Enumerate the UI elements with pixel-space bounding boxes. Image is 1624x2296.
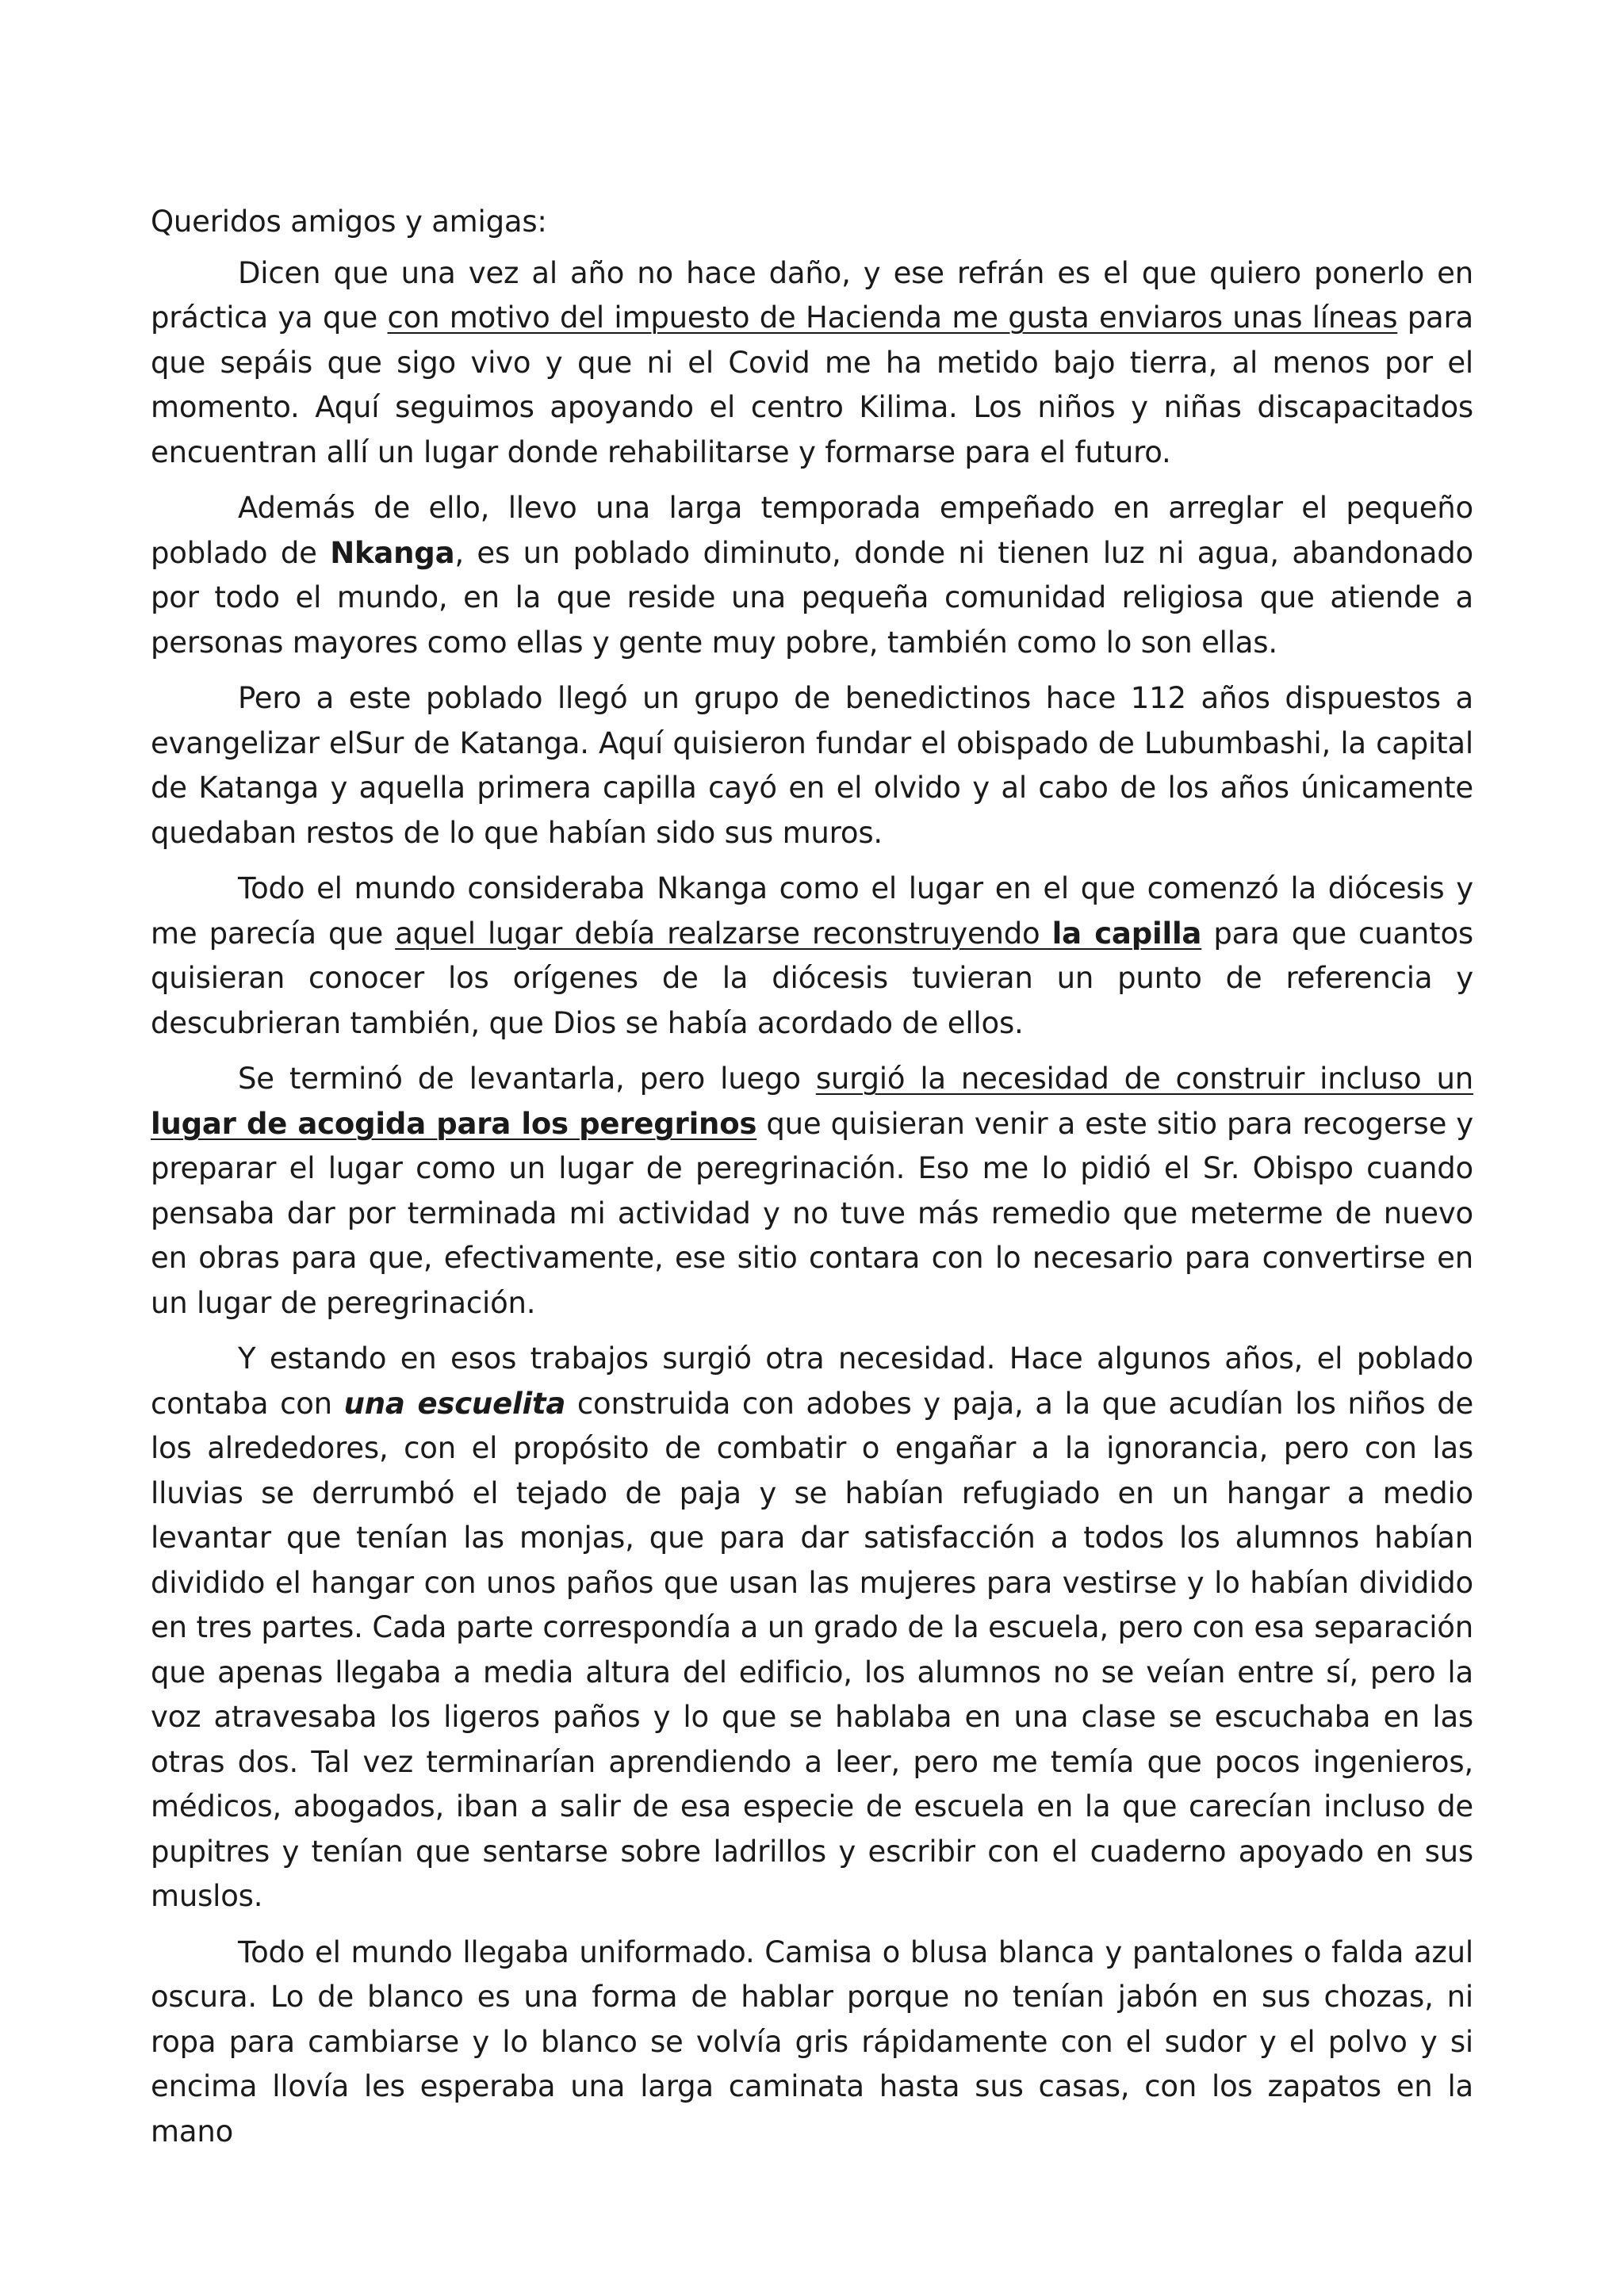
- paragraph-1: [151, 251, 1473, 476]
- underlined-text: con motivo del impuesto de Hacienda me gusta enviaros unas líneas: [387, 300, 1398, 335]
- paragraph-text: Todo el mundo llegaba uniformado. Camisa o blusa blanca y pantalones o falda azul oscura. Lo de blanco es una forma de hablar porque no tenían jabón en sus chozas, ni ropa para cambiarse y lo blanco se volvía gris rápidamente con el sudor y el polvo y si encima llovía les esperaba una larga caminata hasta sus casas, con los zapatos en la mano: [151, 1934, 1473, 2149]
- letter-body: [151, 200, 1473, 2165]
- paragraph-text: Dicen que una vez al año no hace daño, y ese refrán es el que quiero ponerlo en práctica ya que: [151, 255, 1473, 335]
- salutation: Queridos amigos y amigas:: [151, 205, 547, 239]
- paragraph-6: [151, 1337, 1473, 1919]
- paragraph-text: Y estando en esos trabajos surgió otra necesidad. Hace algunos años, el poblado contaba con: [151, 1341, 1473, 1421]
- paragraph-text: , es un poblado diminuto, donde ni tienen luz ni agua, abandonado por todo el mundo, en la que reside una pequeña comunidad religiosa que atiende a personas mayores como ellas y gente muy pobre, también como lo son ellas.: [151, 535, 1473, 660]
- paragraph-text: Todo el mundo consideraba Nkanga como el lugar en el que comenzó la diócesis y me parecía que: [151, 871, 1473, 951]
- paragraph-text: para que cuantos quisieran conocer los orígenes de la diócesis tuvieran un punto de referencia y descubrieran también, que Dios se había acordado de ellos.: [151, 916, 1473, 1040]
- paragraph-text: para que sepáis que sigo vivo y que ni el Covid me ha metido bajo tierra, al menos por el momento. Aquí seguimos apoyando el centro Kilima. Los niños y niñas discapacitados encuentran allí un lugar donde rehabilitarse y formarse para el futuro.: [151, 300, 1473, 469]
- bold-text-nkanga: Nkanga: [330, 535, 455, 570]
- bold-italic-text-escuelita: una escuelita: [343, 1386, 566, 1421]
- paragraph-text: construida con adobes y paja, a la que acudían los niños de los alrededores, con el propósito de combatir o engañar a la ignorancia, pero con las lluvias se derrumbó el tejado de paja y se habían refugiado en un hangar a medio levantar que tenían las monjas, que para dar satisfacción a todos los alumnos habían dividido el hangar con unos paños que usan las mujeres para vestirse y lo habían dividido en tres partes. Cada parte correspondía a un grado de la escuela, pero con esa separación que apenas llegaba a media altura del edificio, los alumnos no se veían entre sí, pero la voz atravesaba los ligeros paños y lo que se hablaba en una clase se escuchaba en las otras dos. Tal vez terminarían aprendiendo a leer, pero me temía que pocos ingenieros, médicos, abogados, iban a salir de esa especie de escuela en la que carecían incluso de pupitres y tenían que sentarse sobre ladrillos y escribir con el cuaderno apoyado en sus muslos.: [151, 1386, 1474, 1913]
- paragraph-3: [151, 676, 1473, 855]
- paragraph-2: [151, 486, 1473, 665]
- paragraph-text: Además de ello, llevo una larga temporada empeñado en arreglar el pequeño poblado de: [151, 491, 1473, 570]
- paragraph-text: Pero a este poblado llegó un grupo de benedictinos hace 112 años dispuestos a evangelizar elSur de Katanga. Aquí quisieron fundar el obispado de Lubumbashi, la capital de Katanga y aquella primera capilla cayó en el olvido y al cabo de los años únicamente quedaban restos de lo que habían sido sus muros.: [151, 681, 1473, 850]
- bold-underlined-text-peregrinos: lugar de acogida para los peregrinos: [151, 1106, 757, 1141]
- underlined-text: surgió la necesidad de construir incluso un: [815, 1062, 1474, 1096]
- paragraph-text: que quisieran venir a este sitio para recogerse y preparar el lugar como un lugar de peregrinación. Eso me lo pidió el Sr. Obispo cuando pensaba dar por terminada mi actividad y no tuve más remedio que meterme de nuevo en obras para que, efectivamente, ese sitio contara con lo necesario para convertirse en un lugar de peregrinación.: [151, 1106, 1474, 1320]
- underlined-text: aquel lugar debía realzarse reconstruyendo: [395, 916, 1052, 951]
- paragraph-text: Se terminó de levantarla, pero luego: [238, 1062, 816, 1096]
- paragraph-4: [151, 867, 1473, 1046]
- bold-underlined-text-capilla: la capilla: [1051, 916, 1202, 951]
- paragraph-5: [151, 1057, 1473, 1326]
- paragraph-7: [151, 1931, 1473, 2155]
